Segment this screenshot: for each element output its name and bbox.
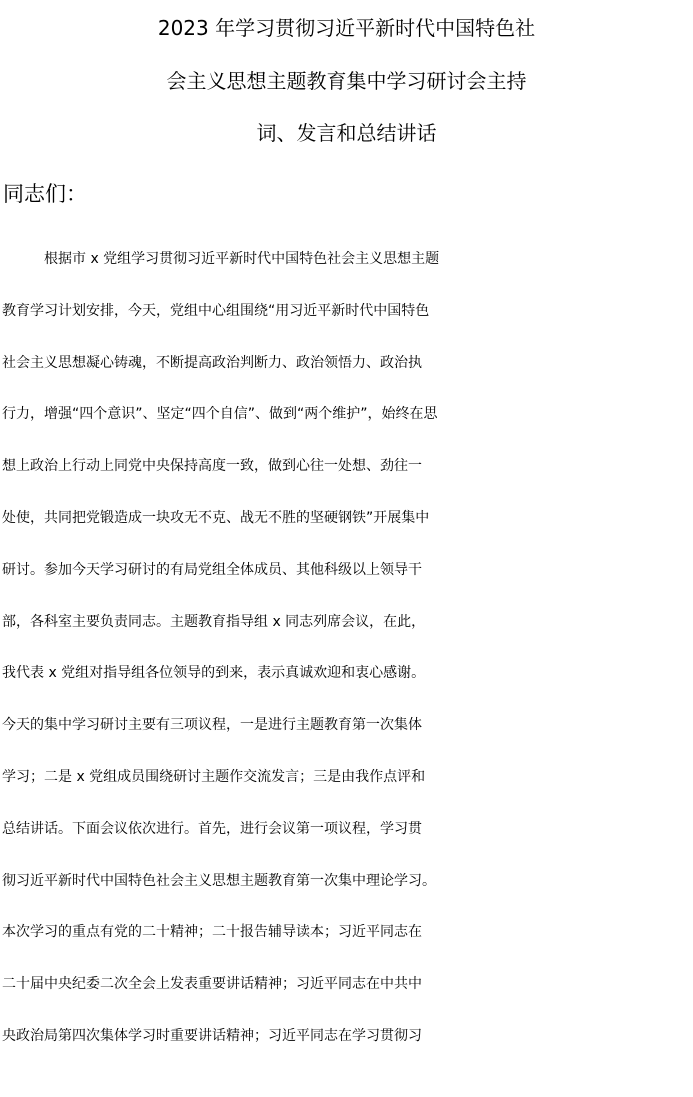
title-line: 2023 年学习贯彻习近平新时代中国特色社 — [157, 16, 536, 40]
body-line: 研讨。参加今天学习研讨的有局党组全体成员、其他科级以上领导干 — [2, 561, 422, 578]
document-title — [0, 2, 693, 160]
greeting: 同志们： — [3, 182, 87, 206]
body-line: 央政治局第四次集体学习时重要讲话精神；习近平同志在学习贯彻习 — [2, 1027, 422, 1044]
body-line: 我代表 x 党组对指导组各位领导的到来，表示真诚欢迎和衷心感谢。 — [2, 665, 426, 682]
body-line: 行力，增强“四个意识”、坚定“四个自信”、做到“两个维护”，始终在思 — [2, 406, 438, 423]
body-paragraph — [2, 234, 692, 1063]
body-line: 根据市 x 党组学习贯彻习近平新时代中国特色社会主义思想主题 — [44, 251, 440, 267]
body-line: 教育学习计划安排，今天，党组中心组围绕“用习近平新时代中国特色 — [2, 302, 430, 319]
title-line: 会主义思想主题教育集中学习研讨会主持 — [166, 68, 527, 93]
body-line: 学习；二是 x 党组成员围绕研讨主题作交流发言；三是由我作点评和 — [2, 768, 426, 785]
body-line: 本次学习的重点有党的二十精神；二十报告辅导读本；习近平同志在 — [2, 924, 422, 941]
body-line: 总结讲话。下面会议依次进行。首先，进行会议第一项议程，学习贯 — [2, 820, 422, 837]
body-line: 今天的集中学习研讨主要有三项议程，一是进行主题教育第一次集体 — [2, 717, 422, 734]
body-line: 处使，共同把党锻造成一块攻无不克、战无不胜的坚硬钢铁”开展集中 — [2, 509, 430, 526]
title-line: 词、发言和总结讲话 — [256, 121, 437, 145]
body-line: 社会主义思想凝心铸魂，不断提高政治判断力、政治领悟力、政治执 — [2, 354, 422, 371]
body-line: 二十届中央纪委二次全会上发表重要讲话精神；习近平同志在中共中 — [2, 976, 422, 993]
body-line: 彻习近平新时代中国特色社会主义思想主题教育第一次集中理论学习。 — [2, 872, 436, 889]
body-line: 想上政治上行动上同党中央保持高度一致，做到心往一处想、劲往一 — [2, 458, 422, 475]
body-line: 部，各科室主要负责同志。主题教育指导组 x 同志列席会议，在此， — [2, 613, 426, 630]
